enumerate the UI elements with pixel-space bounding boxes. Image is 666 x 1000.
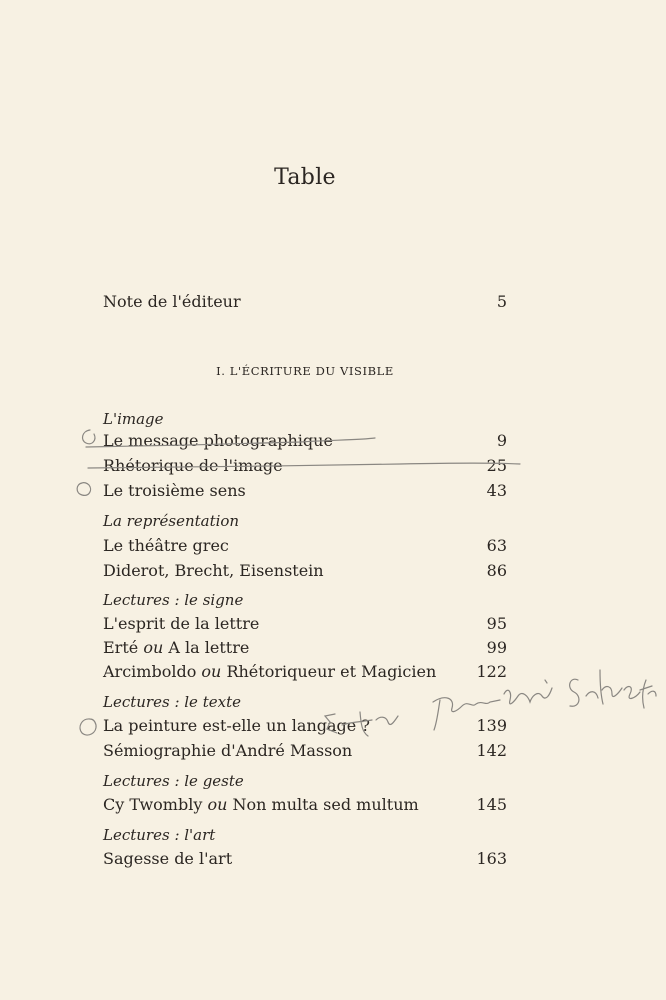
label-part: Cy Twombly — [103, 795, 203, 814]
handwriting — [570, 670, 656, 708]
section-heading: Lectures : le geste — [103, 772, 244, 790]
label-part: Non multa sed multum — [232, 795, 419, 814]
toc-entry-label — [103, 662, 436, 681]
toc-entry-label: Note de l'éditeur — [103, 292, 241, 311]
label-ou: ou — [143, 638, 164, 657]
circle-mark — [80, 719, 96, 735]
toc-entry-label: Sémiographie d'André Masson — [103, 741, 353, 760]
toc-entry-label — [103, 795, 419, 814]
toc-entry-page: 43 — [486, 481, 507, 500]
circle-mark — [77, 483, 90, 496]
toc-entry-page: 9 — [496, 431, 507, 450]
part-heading: I. L'ÉCRITURE DU VISIBLE — [216, 364, 394, 378]
toc-entry-page: 142 — [476, 741, 507, 760]
label-part: Arcimboldo — [103, 662, 197, 681]
toc-entry-label: Le théâtre grec — [103, 536, 229, 555]
section-heading: La représentation — [103, 512, 240, 530]
label-ou: ou — [201, 662, 222, 681]
section-heading: Lectures : le signe — [103, 591, 244, 609]
toc-entry-label — [103, 638, 249, 657]
page-title: Table — [274, 165, 336, 190]
toc-entry-page: 95 — [486, 614, 507, 633]
toc-entry-page: 163 — [476, 849, 507, 868]
toc-entry-page: 25 — [486, 456, 507, 475]
toc-entry-label: Sagesse de l'art — [103, 849, 233, 868]
toc-entry-page: 139 — [476, 716, 507, 735]
toc-entry-label: Le message photographique — [103, 431, 333, 450]
circle-mark — [83, 430, 95, 444]
toc-entry-page: 5 — [496, 292, 507, 311]
label-ou: ou — [207, 795, 228, 814]
section-heading: L'image — [103, 410, 164, 428]
toc-entry-label: Le troisième sens — [103, 481, 246, 500]
toc-entry-page: 86 — [486, 561, 507, 580]
section-heading: Lectures : le texte — [103, 693, 241, 711]
toc-entry-label: La peinture est-elle un langage ? — [103, 716, 370, 735]
toc-entry-page: 122 — [476, 662, 507, 681]
label-part: Erté — [103, 638, 139, 657]
toc-entry-page: 63 — [486, 536, 507, 555]
label-part: Rhétoriqueur et Magicien — [226, 662, 437, 681]
toc-entry-page: 145 — [476, 795, 507, 814]
section-heading: Lectures : l'art — [103, 826, 216, 844]
toc-entry-label: Rhétorique de l'image — [103, 456, 283, 475]
handwriting — [504, 680, 552, 704]
toc-entry-label: L'esprit de la lettre — [103, 614, 260, 633]
label-part: A la lettre — [168, 638, 250, 657]
toc-entry-page: 99 — [486, 638, 507, 657]
toc-entry-label: Diderot, Brecht, Eisenstein — [103, 561, 324, 580]
